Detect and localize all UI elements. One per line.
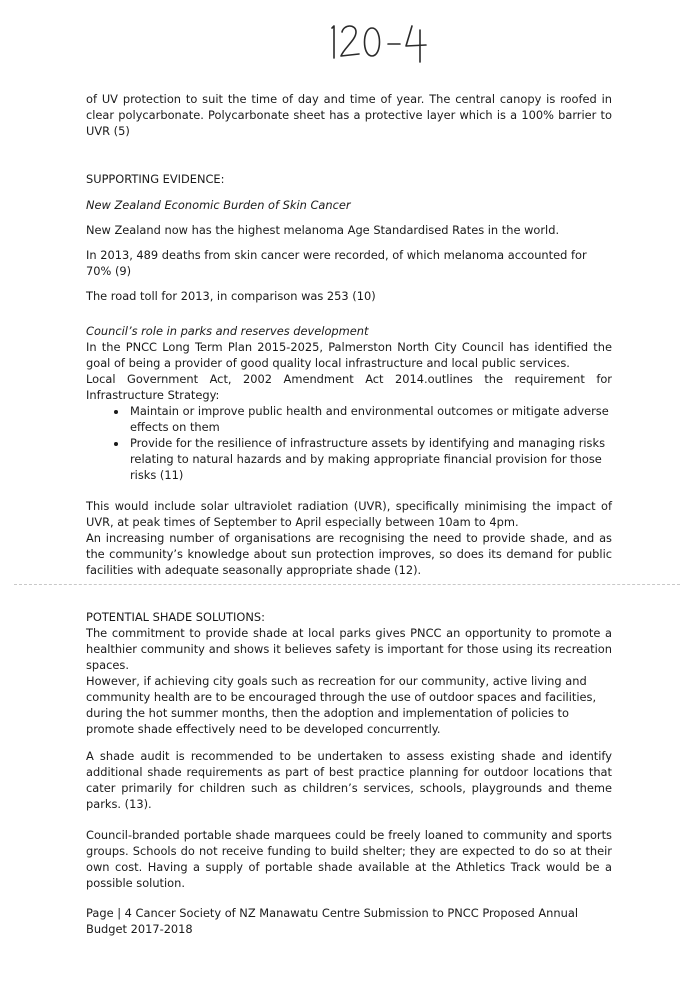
page-footer: Page | 4 Cancer Society of NZ Manawatu Centre Submission to PNCC Proposed Annual Budget 2017-2018 [86,906,578,936]
local-government-act-paragraph: Local Government Act, 2002 Amendment Act 2014.outlines the requirement for Infrastructure Strategy: [86,372,612,402]
potential-shade-heading: POTENTIAL SHADE SOLUTIONS: [86,610,265,624]
handwritten-page-number [326,18,446,64]
portable-shade-paragraph: Council-branded portable shade marquees could be freely loaned to community and sports groups. Schools do not receive funding to build shelter; they are expected to do so at their own cost. Having a supply of portable shade available at the Athletics Track would be a possible solution. [86,828,612,890]
bullet-item: • Provide for the resilience of infrastructure assets by identifying and managing risks relating to natural hazards and by making appropriate financial provision for those risks (11) [128,435,612,483]
road-toll-paragraph: The road toll for 2013, in comparison was 253 (10) [86,289,376,303]
shade-audit-paragraph: A shade audit is recommended to be undertaken to assess existing shade and identify additional shade requirements as part of best practice planning for outdoor locations that cater primarily for children such as children’s services, schools, playgrounds and theme parks. (13). [86,749,612,811]
document-body [86,91,612,891]
bullet-item: • Maintain or improve public health and environmental outcomes or mitigate adverse effects on them [128,403,612,435]
melanoma-rates-paragraph: New Zealand now has the highest melanoma Age Standardised Rates in the world. [86,223,560,237]
infrastructure-bullet-list [86,403,612,483]
uvr-paragraph: This would include solar ultraviolet radiation (UVR), specifically minimising the impact of UVR, at peak times of September to April especially between 10am to 4pm. [86,499,612,529]
city-goals-paragraph: However, if achieving city goals such as recreation for our community, active living and community health are to be encouraged through the use of outdoor spaces and facilities, during the hot summer months, then the adoption and implementation of policies to promote shade effectively need to be developed concurrently. [86,674,597,736]
page-divider [14,584,680,585]
intro-paragraph: of UV protection to suit the time of day and time of year. The central canopy is roofed in clear polycarbonate. Polycarbonate sheet has a protective layer which is a 100% barrier to UVR (5) [86,92,612,138]
commitment-paragraph: The commitment to provide shade at local parks gives PNCC an opportunity to promote a healthier community and shows it believes safety is important for those using its recreation spaces. [86,626,612,672]
long-term-plan-paragraph: In the PNCC Long Term Plan 2015-2025, Palmerston North City Council has identified the goal of being a provider of good quality local infrastructure and local public services. [86,340,612,370]
council-role-subheading: Council’s role in parks and reserves development [86,324,369,338]
organisations-shade-paragraph: An increasing number of organisations are recognising the need to provide shade, and as the community’s knowledge about sun protection improves, so does its demand for public facilities with adequate seasonally appropriate shade (12). [86,531,612,577]
skin-cancer-deaths-paragraph: In 2013, 489 deaths from skin cancer were recorded, of which melanoma accounted for 70% (9) [86,248,587,278]
supporting-evidence-heading: SUPPORTING EVIDENCE: [86,172,225,186]
economic-burden-subheading: New Zealand Economic Burden of Skin Cancer [86,198,351,212]
handwritten-page-number-drawing [326,18,446,64]
